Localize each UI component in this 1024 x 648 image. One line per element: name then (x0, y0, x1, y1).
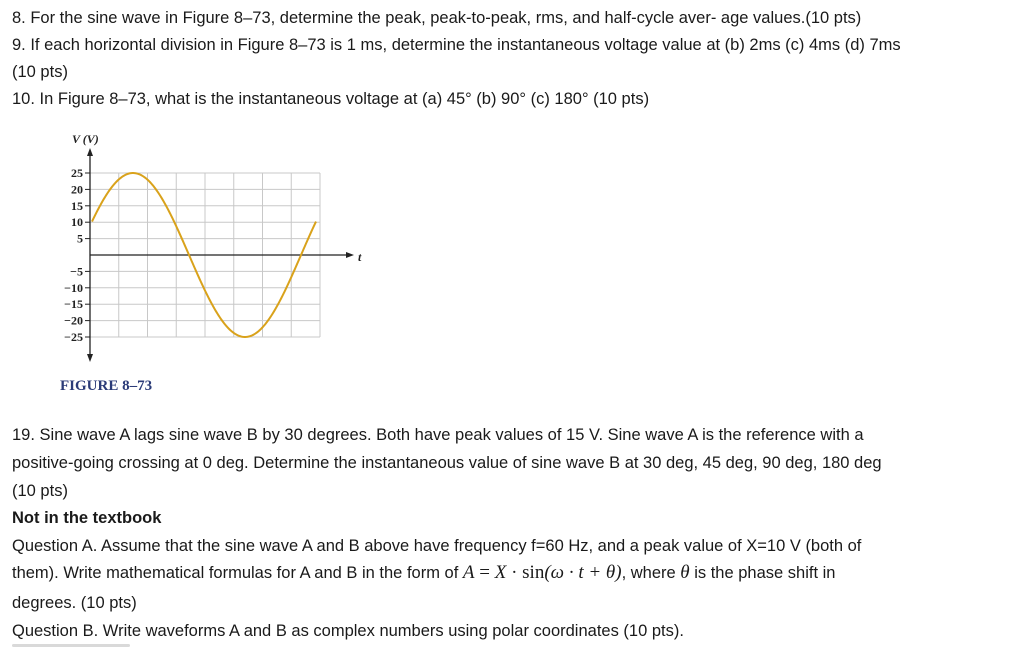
y-axis-label: V (V) (72, 132, 99, 146)
formula-sin: sin (522, 562, 545, 583)
y-tick-label: −10 (64, 280, 83, 295)
scroll-indicator (12, 644, 130, 647)
question-a-line2 (12, 563, 835, 583)
question-8: 8. For the sine wave in Figure 8–73, determine the peak, peak-to-peak, rms, and half-cycle aver- age values.(10 pts) (12, 9, 862, 27)
question-9: 9. If each horizontal division in Figure 8–73 is 1 ms, determine the instantaneous voltage value at (b) 2ms (c) 4ms (d) 7ms (12, 36, 901, 54)
y-axis-arrow-down (87, 354, 93, 362)
y-tick-label: −20 (64, 313, 83, 328)
question-a: Question A. Assume that the sine wave A and B above have frequency f=60 Hz, and a peak value of X=10 V (both of (12, 537, 862, 555)
question-19-points: (10 pts) (12, 482, 68, 500)
question-a-line3: degrees. (10 pts) (12, 594, 137, 612)
not-in-textbook-heading: Not in the textbook (12, 509, 162, 527)
y-tick-label: −15 (64, 297, 83, 312)
formula-arg: (ω · t + θ) (544, 562, 622, 583)
question-10: 10. In Figure 8–73, what is the instantaneous voltage at (a) 45° (b) 90° (c) 180° (10 pts) (12, 90, 650, 108)
theta-symbol: θ (680, 562, 690, 583)
y-tick-label: 5 (77, 231, 83, 246)
x-axis-label: t (358, 250, 362, 264)
question-19-line2: positive-going crossing at 0 deg. Determine the instantaneous value of sine wave B at 30 deg, 45 deg, 90 deg, 180 deg (12, 454, 882, 472)
formula (463, 562, 622, 583)
y-tick-label: 15 (71, 198, 83, 213)
sine-wave-figure (52, 128, 392, 398)
axes (85, 148, 354, 362)
figure-caption: FIGURE 8–73 (60, 378, 153, 394)
y-axis-arrow-up (87, 148, 93, 156)
y-tick-label: −25 (64, 330, 83, 344)
question-a-tail: is the phase shift in (689, 564, 836, 582)
y-tick-label: 10 (71, 215, 83, 230)
y-tick-label: 20 (71, 182, 83, 197)
y-tick-label: 25 (71, 166, 83, 180)
question-9-points: (10 pts) (12, 63, 68, 81)
formula-lhs: A (462, 562, 475, 583)
y-tick-labels (64, 166, 83, 344)
question-a-where: , where (621, 564, 681, 582)
question-a-text: them). Write mathematical formulas for A and B in the form of (12, 564, 463, 582)
formula-x: X (494, 562, 507, 583)
question-b: Question B. Write waveforms A and B as complex numbers using polar coordinates (10 pts). (12, 622, 684, 640)
question-19: 19. Sine wave A lags sine wave B by 30 degrees. Both have peak values of 15 V. Sine wave A is the reference with a (12, 426, 864, 444)
y-tick-label: −5 (70, 264, 83, 279)
x-axis-arrow (346, 252, 354, 258)
formula-eq: = (474, 562, 495, 583)
formula-dot: · (506, 562, 523, 583)
